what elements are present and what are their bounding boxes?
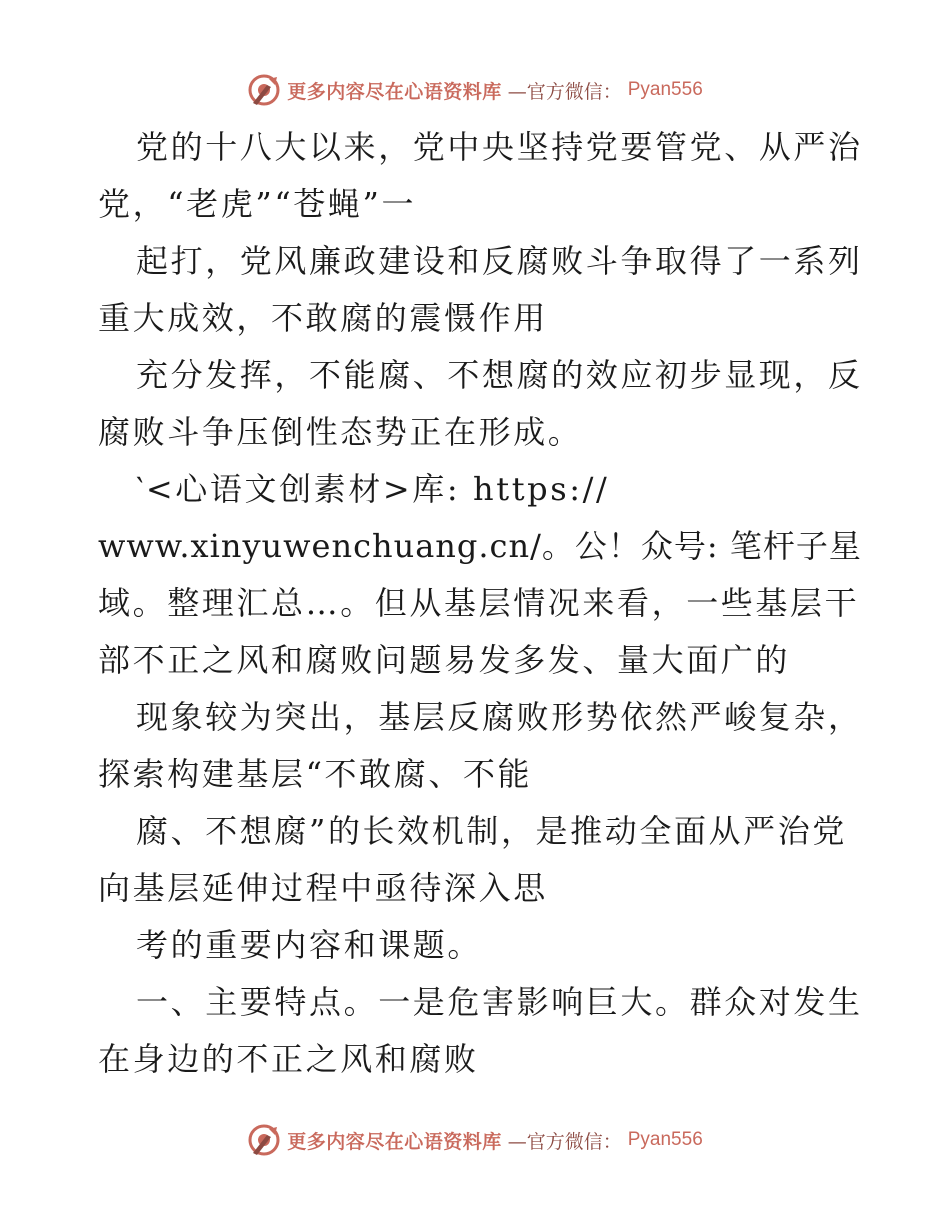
paragraph-line: ‵<心语文创素材>库: https:// xyxy=(136,470,610,508)
quill-logo-icon xyxy=(247,1123,281,1157)
paragraph-line: 考的重要内容和课题。 xyxy=(136,926,483,964)
watermark-main-text: 更多内容尽在心语资料库 xyxy=(287,80,502,103)
paragraph-line: 党的十八大以来，党中央坚持党要管党、从严治 xyxy=(136,128,863,166)
paragraph-line: 起打，党风廉政建设和反腐败斗争取得了一系列 xyxy=(136,242,863,280)
paragraph-line: 党，“老虎”“苍蝇”一 xyxy=(98,185,417,223)
paragraph-line: 重大成效，不敢腐的震慑作用 xyxy=(98,299,548,337)
header-watermark xyxy=(0,70,950,110)
watermark-official-text: —官方微信： xyxy=(507,1130,622,1153)
paragraph-line: 腐败斗争压倒性态势正在形成。 xyxy=(98,413,583,451)
paragraph-line: 现象较为突出，基层反腐败形势依然严峻复杂， xyxy=(136,698,863,736)
paragraph-line: www.xinyuwenchuang.cn/。公！众号: 笔杆子星 xyxy=(98,527,862,565)
footer-watermark xyxy=(0,1120,950,1160)
paragraph-line: 充分发挥，不能腐、不想腐的效应初步显现，反 xyxy=(136,356,863,394)
watermark-handle: Pyan556 xyxy=(627,1129,703,1150)
paragraph-line: 部不正之风和腐败问题易发多发、量大面广的 xyxy=(98,641,791,679)
watermark-handle: Pyan556 xyxy=(627,79,703,100)
watermark-official-text: —官方微信： xyxy=(507,80,622,103)
watermark-main-text: 更多内容尽在心语资料库 xyxy=(287,1130,502,1153)
paragraph-line: 在身边的不正之风和腐败 xyxy=(98,1040,479,1078)
paragraph-line: 域。整理汇总…。但从基层情况来看，一些基层干 xyxy=(98,584,860,622)
paragraph-line: 探索构建基层“不敢腐、不能 xyxy=(98,755,533,793)
paragraph-line: 向基层延伸过程中亟待深入思 xyxy=(98,869,548,907)
quill-logo-icon xyxy=(247,73,281,107)
paragraph-line: 一、主要特点。一是危害影响巨大。群众对发生 xyxy=(136,983,863,1021)
paragraph-line: 腐、不想腐”的长效机制，是推动全面从严治党 xyxy=(136,812,847,850)
document-body xyxy=(98,119,863,1088)
